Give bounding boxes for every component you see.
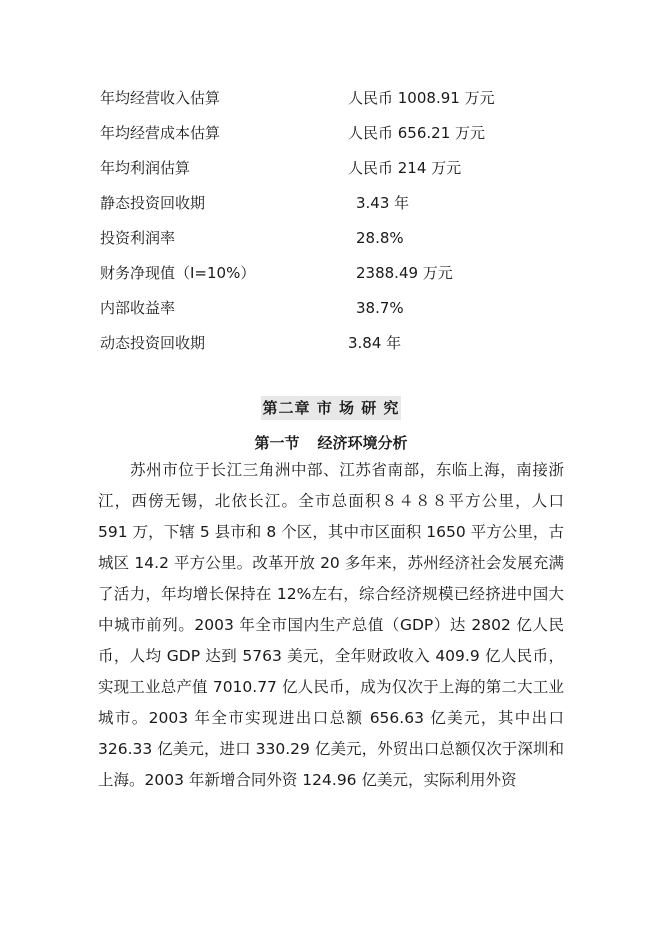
metric-row — [100, 329, 560, 364]
metric-label: 财务净现值（I=10%） — [100, 264, 256, 282]
metric-value: 2388.49 万元 — [356, 264, 453, 282]
metric-value: 3.43 年 — [356, 194, 410, 212]
metric-row — [100, 224, 560, 259]
metric-label: 静态投资回收期 — [100, 194, 206, 212]
metric-row — [100, 189, 560, 224]
metric-value: 人民币 656.21 万元 — [348, 124, 486, 142]
metric-row — [100, 294, 560, 329]
metric-row — [100, 84, 560, 119]
metric-value: 3.84 年 — [348, 334, 402, 352]
metric-row — [100, 259, 560, 294]
metric-row — [100, 154, 560, 189]
section-number: 第一节 — [254, 434, 300, 452]
metric-label: 年均经营收入估算 — [100, 89, 221, 107]
chapter-title: 第二章 市 场 研 究 — [261, 396, 402, 420]
metric-label: 年均利润估算 — [100, 159, 191, 177]
metric-value: 28.8% — [356, 229, 404, 247]
metric-value: 人民币 1008.91 万元 — [348, 89, 495, 107]
financial-metrics-list — [100, 84, 560, 364]
body-paragraph: 苏州市位于长江三角洲中部、江苏省南部，东临上海，南接浙江，西傍无锡，北依长江。全市总面积８４８８平方公里，人口 591 万，下辖 5 县市和 8 个区，其中市区面积 1650 平方公里，古城区 14.2 平方公里。改革开放 20 多年来，苏州经济社会发展充满了活力，年均增长保持在 12%左右，综合经济规模已经挤进中国大中城市前列。2003 年全市国内生产总值（GDP）达 2802 亿人民币，人均 GDP 达到 5763 美元，全年财政收入 409.9 亿人民币，实现工业总产值 7010.77 亿人民币，成为仅次于上海的第二大工业城市。2003 年全市实现进出口总额 656.63 亿美元，其中出口 326.33 亿美元，进口 330.29 亿美元，外贸出口总额仅次于深圳和上海。2003 年新增合同外资 124.96 亿美元，实际利用外资 — [98, 461, 564, 789]
metric-label: 内部收益率 — [100, 299, 176, 317]
metric-label: 投资利润率 — [100, 229, 176, 247]
metric-value: 人民币 214 万元 — [348, 159, 462, 177]
chapter-heading — [0, 396, 662, 420]
metric-label: 动态投资回收期 — [100, 334, 206, 352]
metric-value: 38.7% — [356, 299, 404, 317]
metric-label: 年均经营成本估算 — [100, 124, 221, 142]
metric-row — [100, 119, 560, 154]
section-title: 经济环境分析 — [317, 434, 408, 452]
section-heading — [0, 430, 662, 456]
